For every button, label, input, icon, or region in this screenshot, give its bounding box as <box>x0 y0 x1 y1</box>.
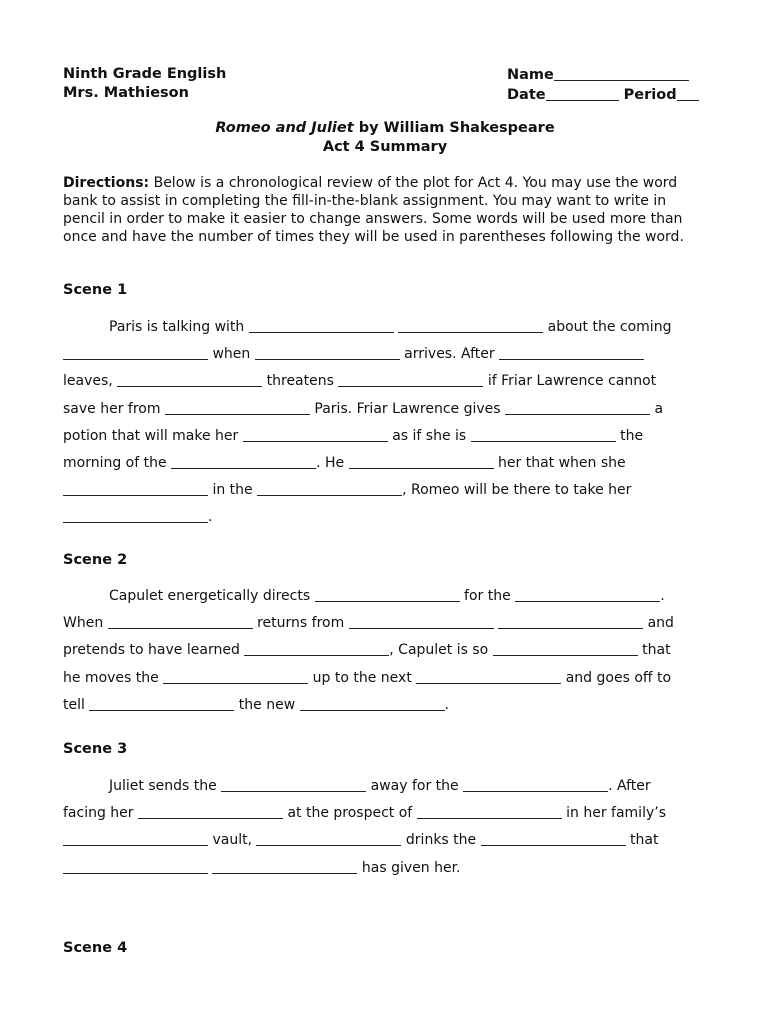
summary-text: at the prospect of <box>283 805 417 822</box>
scene-3-line <box>63 827 703 854</box>
answer-blank[interactable] <box>463 776 608 792</box>
scene-3-line <box>63 855 703 882</box>
byline: by William Shakespeare <box>353 120 555 136</box>
answer-blank[interactable] <box>108 613 253 629</box>
scene-2-line <box>63 583 703 610</box>
summary-text: save her from <box>63 400 165 417</box>
summary-text: When <box>63 615 108 632</box>
answer-blank[interactable] <box>417 803 562 819</box>
name-row <box>507 65 699 85</box>
summary-text: away for the <box>366 778 464 794</box>
answer-blank[interactable] <box>349 613 494 629</box>
teacher-name: Mrs. Mathieson <box>63 85 189 101</box>
answer-blank[interactable] <box>244 640 389 656</box>
summary-text: her that when she <box>493 454 626 471</box>
summary-text: arrives. After <box>399 346 500 363</box>
scene-1-line <box>63 450 703 477</box>
answer-blank[interactable] <box>300 695 445 711</box>
scene-2-line <box>63 610 703 637</box>
answer-blank[interactable] <box>171 453 316 469</box>
directions-text: Below is a chronological review of the plot for Act 4. You may use the word bank to assist in completing the fill-in-the-blank assignment. You may want to write in pencil in order to make it easier to change answers. Some words will be used more than once and have the number of times they will be used in parentheses following the word. <box>63 175 684 245</box>
summary-text: up to the next <box>308 669 417 686</box>
answer-blank[interactable] <box>221 776 366 792</box>
answer-blank[interactable] <box>338 371 483 387</box>
scene-1-line <box>63 477 703 504</box>
answer-blank[interactable] <box>117 371 262 387</box>
summary-text: that <box>637 642 671 659</box>
answer-blank[interactable] <box>493 640 638 656</box>
answer-blank[interactable] <box>63 480 208 496</box>
scene-3-line <box>63 800 703 827</box>
scene-3-heading: Scene 3 <box>63 741 128 757</box>
summary-text: that <box>625 832 659 849</box>
answer-blank[interactable] <box>471 426 616 442</box>
summary-text: Juliet sends the <box>109 778 222 794</box>
summary-text: for the <box>459 588 516 604</box>
summary-text: about the coming <box>543 319 672 335</box>
scene-1-heading: Scene 1 <box>63 282 128 298</box>
summary-text: Paris. Friar Lawrence gives <box>309 400 506 417</box>
summary-text: tell <box>63 696 90 713</box>
summary-text: and goes off to <box>561 669 672 686</box>
summary-text: if Friar Lawrence cannot <box>483 373 657 390</box>
date-blank[interactable] <box>546 85 619 101</box>
summary-text: . <box>208 509 213 526</box>
answer-blank[interactable] <box>349 453 494 469</box>
directions <box>63 174 703 246</box>
period-label: Period <box>623 87 677 103</box>
answer-blank[interactable] <box>498 613 643 629</box>
directions-label: Directions: <box>63 175 150 191</box>
summary-text: pretends to have learned <box>63 642 245 659</box>
scene-1-line <box>63 396 703 423</box>
scene-3-line <box>63 773 703 800</box>
summary-text: facing her <box>63 805 138 822</box>
summary-text: a <box>650 400 664 417</box>
answer-blank[interactable] <box>63 858 208 874</box>
summary-text: , Capulet is so <box>389 642 493 659</box>
summary-text: potion that will make her <box>63 427 243 444</box>
answer-blank[interactable] <box>257 480 402 496</box>
title-line <box>0 119 770 138</box>
summary-text: in her family’s <box>561 805 666 822</box>
answer-blank[interactable] <box>163 668 308 684</box>
course-name: Ninth Grade English <box>63 66 227 82</box>
summary-text: as if she is <box>387 427 471 444</box>
scene-1-line <box>63 423 703 450</box>
summary-text: in the <box>208 482 258 499</box>
summary-text: leaves, <box>63 373 118 390</box>
summary-text: and <box>643 615 674 632</box>
summary-text: . <box>660 588 665 604</box>
page-title <box>0 119 770 157</box>
subtitle: Act 4 Summary <box>322 139 448 155</box>
scene-2-line <box>63 637 703 664</box>
summary-text: . He <box>316 454 349 471</box>
summary-text: Capulet energetically directs <box>109 588 315 604</box>
date-period-row <box>507 85 699 105</box>
summary-text: , Romeo will be there to take her <box>402 482 632 499</box>
summary-text: . After <box>608 778 651 794</box>
summary-text: threatens <box>262 373 339 390</box>
scene-1-paragraph <box>63 314 703 532</box>
name-label: Name <box>507 67 554 83</box>
scene-2-paragraph <box>63 583 703 719</box>
answer-blank[interactable] <box>255 344 400 360</box>
answer-blank[interactable] <box>63 830 208 846</box>
header-right <box>507 65 699 105</box>
name-blank[interactable] <box>554 65 689 81</box>
scene-1-line <box>63 314 703 341</box>
scene-3-paragraph <box>63 773 703 882</box>
summary-text: returns from <box>252 615 349 632</box>
scene-1-line <box>63 368 703 395</box>
scene-2-line <box>63 665 703 692</box>
answer-blank[interactable] <box>505 399 650 415</box>
scene-2-line <box>63 692 703 719</box>
answer-blank[interactable] <box>315 586 460 602</box>
answer-blank[interactable] <box>249 317 394 333</box>
answer-blank[interactable] <box>89 695 234 711</box>
answer-blank[interactable] <box>63 344 208 360</box>
period-blank[interactable] <box>677 85 699 101</box>
summary-text: has given her. <box>357 859 461 876</box>
summary-text: the new <box>234 696 300 713</box>
date-label: Date <box>507 87 546 103</box>
answer-blank[interactable] <box>481 830 626 846</box>
scene-1-line <box>63 504 703 531</box>
work-title: Romeo and Juliet <box>215 120 354 136</box>
summary-text: he moves the <box>63 669 164 686</box>
answer-blank[interactable] <box>398 317 543 333</box>
answer-blank[interactable] <box>416 668 561 684</box>
scene-1-line <box>63 341 703 368</box>
scene-2-heading: Scene 2 <box>63 552 128 568</box>
summary-text: . <box>444 696 450 713</box>
summary-text: Paris is talking with <box>109 319 249 335</box>
answer-blank[interactable] <box>212 858 357 874</box>
answer-blank[interactable] <box>243 426 388 442</box>
header-left <box>63 65 226 103</box>
answer-blank[interactable] <box>63 507 208 523</box>
answer-blank[interactable] <box>499 344 644 360</box>
summary-text: when <box>208 346 255 363</box>
summary-text: the <box>615 427 644 444</box>
answer-blank[interactable] <box>256 830 401 846</box>
summary-text: drinks the <box>401 832 481 849</box>
answer-blank[interactable] <box>165 399 310 415</box>
summary-text: morning of the <box>63 454 172 471</box>
scene-4-heading: Scene 4 <box>63 940 128 956</box>
answer-blank[interactable] <box>515 586 660 602</box>
summary-text: vault, <box>208 832 257 849</box>
answer-blank[interactable] <box>138 803 283 819</box>
